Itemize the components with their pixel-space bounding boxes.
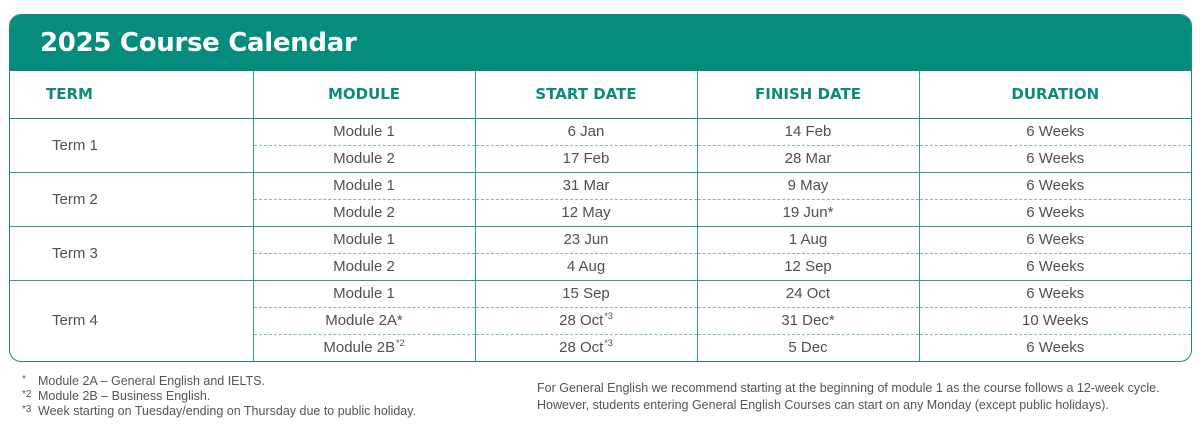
module-cell — [253, 307, 475, 334]
table-row — [10, 226, 1191, 253]
footnote-item — [22, 374, 416, 389]
start-date-cell — [475, 145, 697, 172]
duration-cell — [919, 145, 1191, 172]
column-header-finish-date: FINISH DATE — [697, 71, 919, 118]
term-label: Term 2 — [10, 172, 253, 226]
module-cell-text: Module 1 — [333, 285, 395, 302]
start-date-cell-text: 6 Jan — [567, 123, 605, 140]
duration-cell — [919, 334, 1191, 361]
duration-cell-text: 6 Weeks — [1026, 123, 1085, 140]
module-cell-text: Module 2 — [333, 258, 395, 275]
course-calendar-card — [9, 14, 1192, 362]
table-row — [10, 118, 1191, 145]
start-date-cell — [475, 118, 697, 145]
finish-date-cell-text: 5 Dec — [788, 339, 828, 357]
footnote-reference: *3 — [604, 311, 613, 321]
footnote-reference: *3 — [604, 338, 613, 349]
footnote-marker: *3 — [22, 404, 32, 415]
duration-cell-text: 6 Weeks — [1026, 204, 1085, 221]
column-header-start-date: START DATE — [475, 71, 697, 118]
footnote-text: Module 2B – Business English. — [38, 389, 211, 403]
calendar-table — [10, 71, 1191, 361]
footnote-reference: *2 — [396, 338, 405, 349]
term-label: Term 4 — [10, 280, 253, 361]
module-cell — [253, 334, 475, 361]
header-row — [10, 71, 1191, 118]
module-cell — [253, 226, 475, 253]
duration-cell — [919, 253, 1191, 280]
start-date-cell-text: 28 Oct — [559, 339, 604, 357]
start-date-cell-text: 17 Feb — [562, 150, 610, 167]
column-header-duration: DURATION — [919, 71, 1191, 118]
duration-cell-text: 6 Weeks — [1026, 339, 1085, 357]
term-label: Term 3 — [10, 226, 253, 280]
duration-cell-text: 6 Weeks — [1026, 150, 1085, 167]
module-cell-text: Module 2B — [323, 339, 396, 357]
finish-date-cell — [697, 334, 919, 361]
footnotes — [22, 374, 416, 419]
duration-cell — [919, 280, 1191, 307]
footnote-item — [22, 404, 416, 419]
finish-date-cell — [697, 280, 919, 307]
footnote-marker: * — [22, 374, 26, 385]
note-line: For General English we recommend starting at the beginning of module 1 as the course follows a 12-week cycle. — [537, 381, 1160, 395]
duration-cell — [919, 172, 1191, 199]
finish-date-cell-text: 24 Oct — [785, 285, 831, 302]
footnote-item — [22, 389, 416, 404]
start-date-cell-text: 15 Sep — [562, 285, 610, 302]
module-cell — [253, 118, 475, 145]
finish-date-cell-text: 1 Aug — [788, 231, 828, 248]
finish-date-cell-text: 9 May — [787, 177, 829, 194]
duration-cell-text: 6 Weeks — [1026, 231, 1085, 248]
column-header-module: MODULE — [253, 71, 475, 118]
start-date-cell — [475, 280, 697, 307]
finish-date-cell — [697, 226, 919, 253]
finish-date-cell — [697, 199, 919, 226]
finish-date-cell — [697, 145, 919, 172]
finish-date-cell — [697, 118, 919, 145]
module-cell — [253, 145, 475, 172]
finish-date-cell — [697, 307, 919, 334]
finish-date-cell — [697, 172, 919, 199]
duration-cell — [919, 226, 1191, 253]
term-label: Term 1 — [10, 118, 253, 172]
finish-date-cell-text: 31 Dec* — [781, 312, 835, 329]
module-cell — [253, 172, 475, 199]
module-cell-text: Module 1 — [333, 231, 395, 248]
start-date-cell-text: 23 Jun — [563, 231, 609, 248]
finish-date-cell-text: 14 Feb — [784, 123, 832, 140]
title-banner — [10, 15, 1191, 71]
module-cell — [253, 253, 475, 280]
start-date-cell — [475, 226, 697, 253]
finish-date-cell-text: 28 Mar — [784, 150, 832, 167]
footnote-text: Module 2A – General English and IELTS. — [38, 374, 265, 388]
table-row — [10, 172, 1191, 199]
start-date-cell-text: 28 Oct — [559, 312, 604, 329]
general-english-note — [537, 380, 1197, 414]
start-date-cell — [475, 307, 697, 334]
footnote-marker: *2 — [22, 389, 32, 400]
start-date-cell — [475, 334, 697, 361]
calendar-body — [10, 118, 1191, 361]
note-line: However, students entering General English Courses can start on any Monday (except public holidays). — [537, 398, 1109, 412]
duration-cell — [919, 118, 1191, 145]
duration-cell — [919, 199, 1191, 226]
footnote-text: Week starting on Tuesday/ending on Thursday due to public holiday. — [38, 404, 417, 418]
start-date-cell — [475, 199, 697, 226]
finish-date-cell-text: 19 Jun* — [782, 204, 834, 221]
duration-cell — [919, 307, 1191, 334]
page-title: 2025 Course Calendar — [40, 28, 357, 58]
module-cell-text: Module 2 — [333, 204, 395, 221]
start-date-cell-text: 12 May — [561, 204, 611, 221]
finish-date-cell-text: 12 Sep — [784, 258, 832, 275]
table-row — [10, 280, 1191, 307]
module-cell-text: Module 1 — [333, 177, 395, 194]
module-cell-text: Module 2 — [333, 150, 395, 167]
module-cell-text: Module 2A* — [325, 312, 403, 329]
start-date-cell-text: 4 Aug — [566, 258, 606, 275]
duration-cell-text: 10 Weeks — [1022, 312, 1089, 329]
start-date-cell — [475, 253, 697, 280]
module-cell — [253, 280, 475, 307]
duration-cell-text: 6 Weeks — [1026, 285, 1085, 302]
column-header-term: TERM — [10, 71, 253, 118]
module-cell — [253, 199, 475, 226]
module-cell-text: Module 1 — [333, 123, 395, 140]
start-date-cell — [475, 172, 697, 199]
duration-cell-text: 6 Weeks — [1026, 177, 1085, 194]
start-date-cell-text: 31 Mar — [562, 177, 610, 194]
duration-cell-text: 6 Weeks — [1026, 258, 1085, 275]
finish-date-cell — [697, 253, 919, 280]
